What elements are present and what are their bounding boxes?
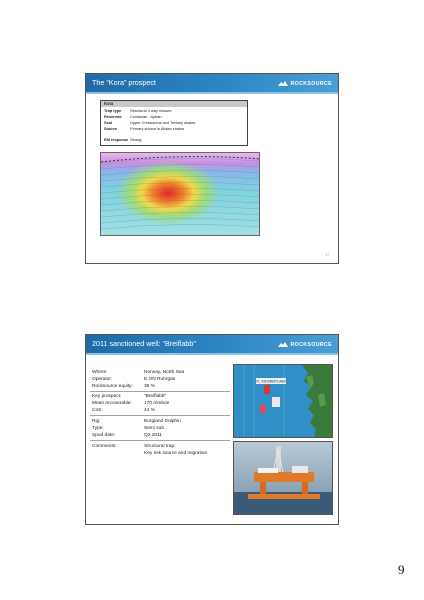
rocksource-logo [278,79,332,89]
well-info-value: 170 mmboe [144,401,170,406]
well-info-row [92,418,232,425]
well-info-key: CoS: [92,408,103,413]
info-table-heading [101,101,247,107]
well-info-key: Rig: [92,419,101,424]
info-row [104,126,246,132]
north-sea-map-graphic [234,365,333,438]
well-info-key: Type: [92,426,104,431]
kora-info-table [100,100,248,146]
well-info-key: Comments: [92,444,117,449]
slide-title: 2011 sanctioned well: “Breiflabb” [92,339,196,348]
slide-breiflabb-well [85,334,339,525]
info-value: Primary source is Albian shales [130,126,185,131]
well-info-value: Semi sub [144,426,164,431]
info-key: Seal [104,120,113,125]
info-key: Source [104,126,118,131]
well-info-key: Mean recoverable: [92,401,132,406]
semi-sub-rig-graphic [234,442,333,515]
info-key: EM response [104,137,129,142]
slide-header [86,74,338,94]
brand-name: ROCKSOURCE [290,81,332,87]
rocksource-mark-icon [278,80,288,88]
well-info-value: 35 % [144,384,155,389]
well-info-value: E.ON Ruhrgas [144,377,176,382]
well-info-value: Q2 2011 [144,433,163,438]
well-info-key: Where: [92,370,108,375]
well-info-row [92,369,232,376]
seismic-section-graphic [101,153,260,236]
info-key: Trap type [104,108,122,113]
well-info-key: Key prospect: [92,394,122,399]
info-table-heading-text: Kora [104,101,114,106]
info-key: Reservoir [104,114,122,119]
rocksource-logo [278,340,332,350]
divider [90,440,230,441]
well-info-row [92,393,232,400]
well-info-row [92,376,232,383]
well-info-row [92,443,232,450]
info-value: Upper Cretaceous and Tertiary shales [130,120,196,125]
map-license-label: PL 435 BREIFLABB [256,379,286,384]
rig-photo [233,441,333,515]
info-row [104,137,246,143]
well-info-row [92,407,232,414]
slide-page-number: 17 [325,252,330,257]
well-info-key: Spud date: [92,433,116,438]
well-info-row [92,450,232,457]
well-info-value: 44 % [144,408,155,413]
rocksource-mark-icon [278,341,288,349]
well-info-value: “Breiflabb” [144,394,167,399]
seismic-amplitude-image [100,152,260,236]
divider [90,415,230,416]
well-info-value: Structural trap [144,444,175,449]
info-value: Coniacian - Aptian [130,114,162,119]
well-info-value: Key risk source and migration [144,451,208,456]
divider [90,391,230,392]
license-location-map [233,364,333,438]
slide-title: The “Kora” prospect [92,78,156,87]
well-info-row [92,400,232,407]
info-value: Structural 4 way closure [130,108,172,113]
slide-kora-prospect [85,73,339,264]
slide-header [86,335,338,355]
well-info-key: Rocksource equity: [92,384,133,389]
well-info-row [92,425,232,432]
info-value: Strong [130,137,142,142]
well-info-key: Operator: [92,377,113,382]
well-info-row [92,383,232,390]
well-info-value: Norway, North Sea [144,370,185,375]
well-info-row [92,432,232,439]
well-info-value: Borgland Dolphin [144,419,181,424]
document-page-number: 9 [398,562,405,577]
brand-name: ROCKSOURCE [290,342,332,348]
